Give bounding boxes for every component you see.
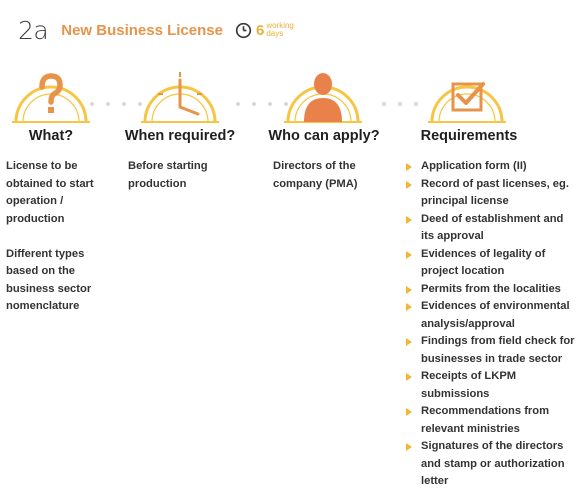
list-item: Permits from the localities	[406, 281, 584, 299]
heading-who: Who can apply?	[268, 128, 380, 144]
what-description: License to be obtained to start operation / production Different types based on the business sector nomenclature	[6, 160, 94, 312]
who-description: Directors of the company (PMA)	[273, 160, 358, 190]
list-item: Record of past licenses, eg. principal license	[406, 176, 584, 211]
question-mark-icon	[12, 62, 90, 124]
bullet-arrow-icon	[406, 181, 412, 189]
working-days-label: working days	[266, 21, 294, 38]
bullet-arrow-icon	[406, 373, 412, 381]
heading-requirements: Requirements	[420, 128, 518, 144]
bullet-arrow-icon	[406, 216, 412, 224]
bullet-arrow-icon	[406, 408, 412, 416]
list-item: Deed of establishment and its approval	[406, 211, 584, 246]
heading-when: When required?	[124, 128, 236, 144]
requirements-list	[406, 158, 584, 491]
person-icon	[284, 62, 362, 124]
list-item: Application form (II)	[406, 158, 584, 176]
list-item: Receipts of LKPM submissions	[406, 368, 584, 403]
bullet-arrow-icon	[406, 338, 412, 346]
bullet-arrow-icon	[406, 251, 412, 259]
list-item: Signatures of the directors and stamp or authorization letter	[406, 438, 584, 491]
step-number: 2a	[18, 15, 49, 45]
stopwatch-icon	[235, 22, 252, 39]
bullet-arrow-icon	[406, 286, 412, 294]
when-description: Before starting production	[128, 160, 208, 190]
bullet-arrow-icon	[406, 163, 412, 171]
list-item: Evidences of environmental analysis/approval	[406, 298, 584, 333]
connector-dots	[236, 102, 288, 106]
list-item: Findings from field check for businesses in trade sector	[406, 333, 584, 368]
connector-dots	[382, 102, 418, 106]
working-days-count: 6	[255, 21, 265, 39]
clock-icon	[141, 62, 219, 124]
list-item: Recommendations from relevant ministries	[406, 403, 584, 438]
page-title: New Business License	[61, 21, 223, 39]
bullet-arrow-icon	[406, 303, 412, 311]
page-header	[18, 14, 294, 46]
heading-what: What?	[28, 128, 74, 144]
list-item: Evidences of legality of project location	[406, 246, 584, 281]
connector-dots	[90, 102, 142, 106]
bullet-arrow-icon	[406, 443, 412, 451]
checkbox-icon	[428, 62, 506, 124]
